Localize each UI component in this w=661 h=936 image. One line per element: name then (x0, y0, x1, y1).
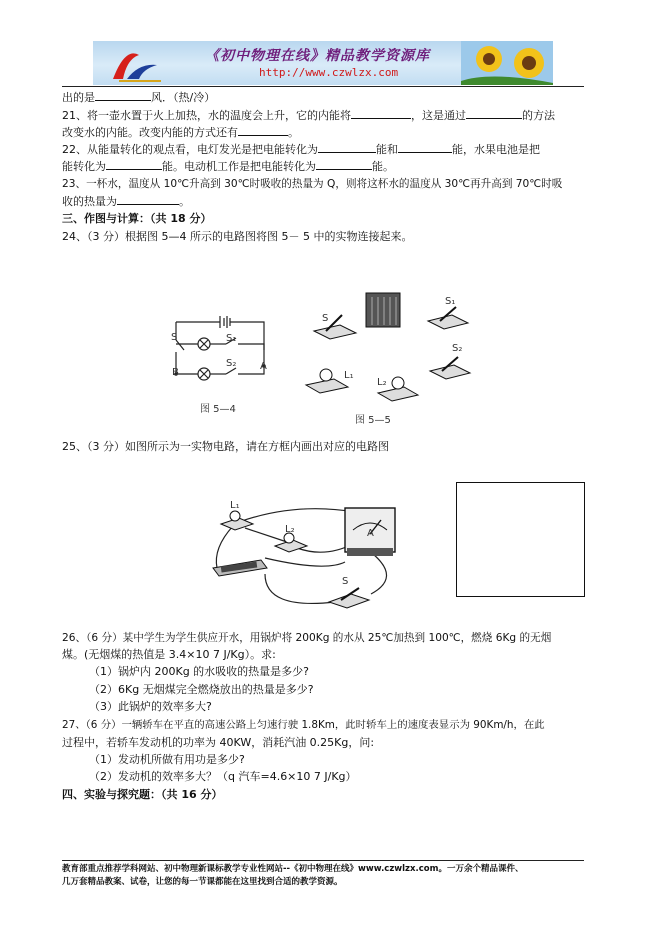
answer-blank[interactable] (316, 159, 372, 170)
q20-line: 出的是 风．（热/冷） (62, 91, 216, 104)
footer-rule (62, 860, 584, 861)
q23-line-1: 23、一杯水，温度从 10℃升高到 30℃时吸收的热量为 Q，则将这杯水的温度从 30℃再升高到 70℃时吸 (62, 178, 563, 190)
header-banner (93, 41, 553, 85)
q21-line-1: 21、将一壶水置于火上加热，水的温度会上升，它的内能将 ，这是通过 的方法 (62, 109, 555, 122)
physical-circuit-figure (205, 498, 415, 616)
circuit-label-S: S (342, 576, 349, 587)
circuit-label-ammeter: A (367, 528, 374, 539)
q21-line-2: 改变水的内能。改变内能的方式还有 。 (62, 126, 299, 139)
q27-line-2: 过程中，若轿车发动机的功率为 40KW，消耗汽油 0.25Kg，问: (62, 736, 375, 749)
lamp-icon (306, 369, 348, 393)
answer-blank[interactable] (318, 142, 376, 153)
switch-icon (329, 588, 369, 608)
fig54-label-B: B (172, 367, 179, 378)
answer-blank[interactable] (238, 125, 288, 136)
q26-line-1: 26、（6 分）某中学生为学生供应开水，用锅炉将 200Kg 的水从 25℃加热到 100℃，燃烧 6Kg 的无烟 (62, 632, 552, 644)
fig54-label-S2: S₂ (226, 358, 237, 369)
q27-sub-1: （1）发动机所做有用功是多少? (89, 753, 245, 766)
q25-text: 25、（3 分）如图所示为一实物电路，请在方框内画出对应的电路图 (62, 440, 389, 453)
lamp-icon (221, 511, 253, 530)
header-rule (62, 86, 584, 87)
q26-sub-2: （2）6Kg 无烟煤完全燃烧放出的热量是多少? (89, 683, 314, 696)
fig55-label-L1: L₁ (344, 370, 354, 381)
q26-line-2: 煤。(无烟煤的热值是 3.4×10 7 J/Kg）。求: (62, 648, 276, 661)
fig54-label-S: S (171, 332, 178, 343)
fig54-caption: 图 5—4 (200, 404, 236, 415)
answer-blank[interactable] (106, 159, 162, 170)
switch-icon (428, 307, 468, 329)
fig55-caption: 图 5—5 (355, 415, 391, 426)
site-logo-icon (105, 45, 165, 83)
fig54-label-A: A (260, 361, 267, 372)
q27-line-1: 27、（6 分）一辆轿车在平直的高速公路上匀速行驶 1.8Km，此时轿车上的速度表显示为 90Km/h，在此 (62, 719, 545, 731)
fig55-label-L2: L₂ (377, 377, 387, 388)
q27-sub-2: （2）发动机的效率多大？（q 汽车=4.6×10 7 J/Kg） (89, 770, 357, 783)
battery-icon (213, 560, 267, 576)
q26-sub-1: （1）锅炉内 200Kg 的水吸收的热量是多少? (89, 665, 310, 678)
q22-line-2: 能转化为 能。电动机工作是把电能转化为 能。 (62, 160, 394, 173)
banner-title: 《初中物理在线》精品教学资源库 (205, 48, 430, 64)
fig54-label-S1: S₁ (226, 333, 237, 344)
circuit-label-L1: L₁ (230, 500, 240, 511)
fig55-label-S1: S₁ (445, 296, 456, 307)
q24-text: 24、（3 分）根据图 5—4 所示的电路图将图 5－ 5 中的实物连接起来。 (62, 230, 413, 243)
switch-icon (430, 357, 470, 379)
footer-line-2: 几万套精品教案、试卷，让您的每一节课都能在这里找到合适的教学资源。 (62, 877, 343, 887)
answer-blank[interactable] (351, 108, 411, 119)
circuit-answer-box[interactable] (456, 482, 585, 597)
fig55-label-S: S (322, 313, 329, 324)
section-3-heading: 三、作图与计算：（共 18 分） (62, 212, 212, 225)
switch-icon (314, 315, 356, 339)
fig55-label-S2: S₂ (452, 343, 463, 354)
answer-blank[interactable] (466, 108, 522, 119)
footer-line-1: 教育部重点推荐学科网站、初中物理新课标教学专业性网站--《初中物理在线》www.czwlzx.com。一万余个精品课件、 (62, 864, 524, 874)
circuit-label-L2: L₂ (285, 524, 295, 535)
answer-blank[interactable] (398, 142, 452, 153)
banner-url[interactable]: http://www.czwlzx.com (259, 66, 399, 79)
circuit-diagram-fig-5-4 (160, 310, 280, 390)
battery-icon (366, 293, 400, 327)
q26-sub-3: （3）此锅炉的效率多大? (89, 700, 212, 713)
q23-line-2: 收的热量为 。 (62, 195, 190, 208)
q22-line-1: 22、从能量转化的观点看，电灯发光是把电能转化为 能和 能，水果电池是把 (62, 143, 540, 156)
answer-blank[interactable] (117, 194, 179, 205)
answer-blank[interactable] (95, 90, 151, 101)
section-4-heading: 四、实验与探究题：（共 16 分） (62, 788, 223, 801)
sunflower-icon (461, 41, 553, 85)
